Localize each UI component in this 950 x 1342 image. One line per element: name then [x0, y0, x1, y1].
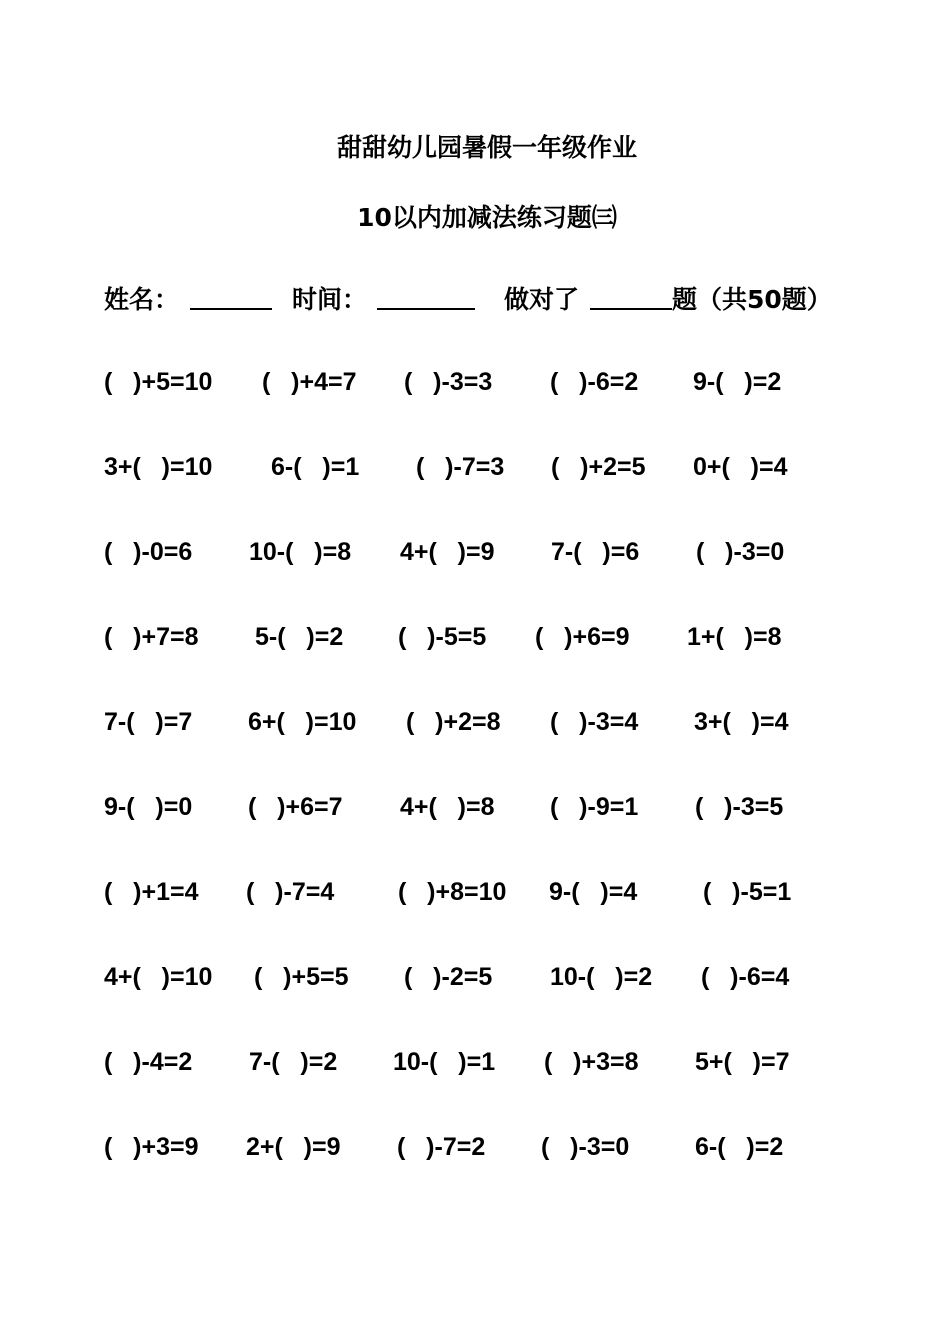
problem-item: ( )-6=4 — [701, 963, 790, 991]
problem-item: 9-( )=4 — [549, 878, 638, 906]
problem-item: 6-( )=1 — [271, 453, 360, 481]
problem-item: 4+( )=9 — [400, 538, 495, 566]
problem-item: ( )-5=5 — [398, 623, 487, 651]
problem-item: ( )-3=5 — [695, 793, 784, 821]
problem-item: 9-( )=2 — [693, 368, 782, 396]
problem-item: 4+( )=8 — [400, 793, 495, 821]
problem-item: ( )+3=9 — [104, 1133, 199, 1161]
problem-item: 5+( )=7 — [695, 1048, 790, 1076]
problem-item: 10-( )=8 — [249, 538, 352, 566]
problem-item: 6+( )=10 — [248, 708, 357, 736]
problem-item: ( )-3=3 — [404, 368, 493, 396]
problem-item: ( )-7=2 — [397, 1133, 486, 1161]
page-subtitle: 10以内加减法练习题㈢ — [357, 203, 617, 232]
problem-item: ( )+7=8 — [104, 623, 199, 651]
total-label: 题（共50题） — [672, 285, 832, 314]
problem-item: ( )-3=0 — [541, 1133, 630, 1161]
problem-item: ( )+1=4 — [104, 878, 199, 906]
problem-item: ( )-7=3 — [416, 453, 505, 481]
problem-item: ( )+3=8 — [544, 1048, 639, 1076]
problem-item: ( )+6=9 — [535, 623, 630, 651]
problem-item: ( )-6=2 — [550, 368, 639, 396]
problem-item: ( )-5=1 — [703, 878, 792, 906]
problem-item: 4+( )=10 — [104, 963, 213, 991]
problem-item: 2+( )=9 — [246, 1133, 341, 1161]
problem-item: 7-( )=2 — [249, 1048, 338, 1076]
time-blank[interactable] — [377, 280, 475, 310]
problem-item: 9-( )=0 — [104, 793, 193, 821]
problem-item: ( )+2=8 — [406, 708, 501, 736]
problem-item: ( )+2=5 — [551, 453, 646, 481]
problem-item: ( )+5=5 — [254, 963, 349, 991]
problem-item: ( )-3=0 — [696, 538, 785, 566]
problem-item: ( )+5=10 — [104, 368, 213, 396]
correct-label: 做对了 — [504, 285, 580, 314]
problem-item: 7-( )=7 — [104, 708, 193, 736]
problem-item: 10-( )=2 — [550, 963, 653, 991]
problem-item: 0+( )=4 — [693, 453, 788, 481]
problem-item: 3+( )=10 — [104, 453, 213, 481]
problem-item: ( )-3=4 — [550, 708, 639, 736]
problem-item: ( )+8=10 — [398, 878, 507, 906]
time-label: 时间： — [292, 285, 368, 314]
name-blank[interactable] — [190, 280, 272, 310]
problem-item: ( )-4=2 — [104, 1048, 193, 1076]
problem-item: ( )-0=6 — [104, 538, 193, 566]
problem-item: ( )+6=7 — [248, 793, 343, 821]
problem-item: ( )-9=1 — [550, 793, 639, 821]
problem-item: ( )+4=7 — [262, 368, 357, 396]
problem-item: 7-( )=6 — [551, 538, 640, 566]
problem-item: 6-( )=2 — [695, 1133, 784, 1161]
problem-item: ( )-2=5 — [404, 963, 493, 991]
problem-item: 3+( )=4 — [694, 708, 789, 736]
student-info-row — [0, 280, 950, 314]
problem-item: 1+( )=8 — [687, 623, 782, 651]
problem-item: 5-( )=2 — [255, 623, 344, 651]
name-label: 姓名： — [104, 285, 180, 314]
problem-item: ( )-7=4 — [246, 878, 335, 906]
correct-blank[interactable] — [590, 280, 672, 310]
problem-item: 10-( )=1 — [393, 1048, 496, 1076]
page-title: 甜甜幼儿园暑假一年级作业 — [336, 133, 637, 162]
